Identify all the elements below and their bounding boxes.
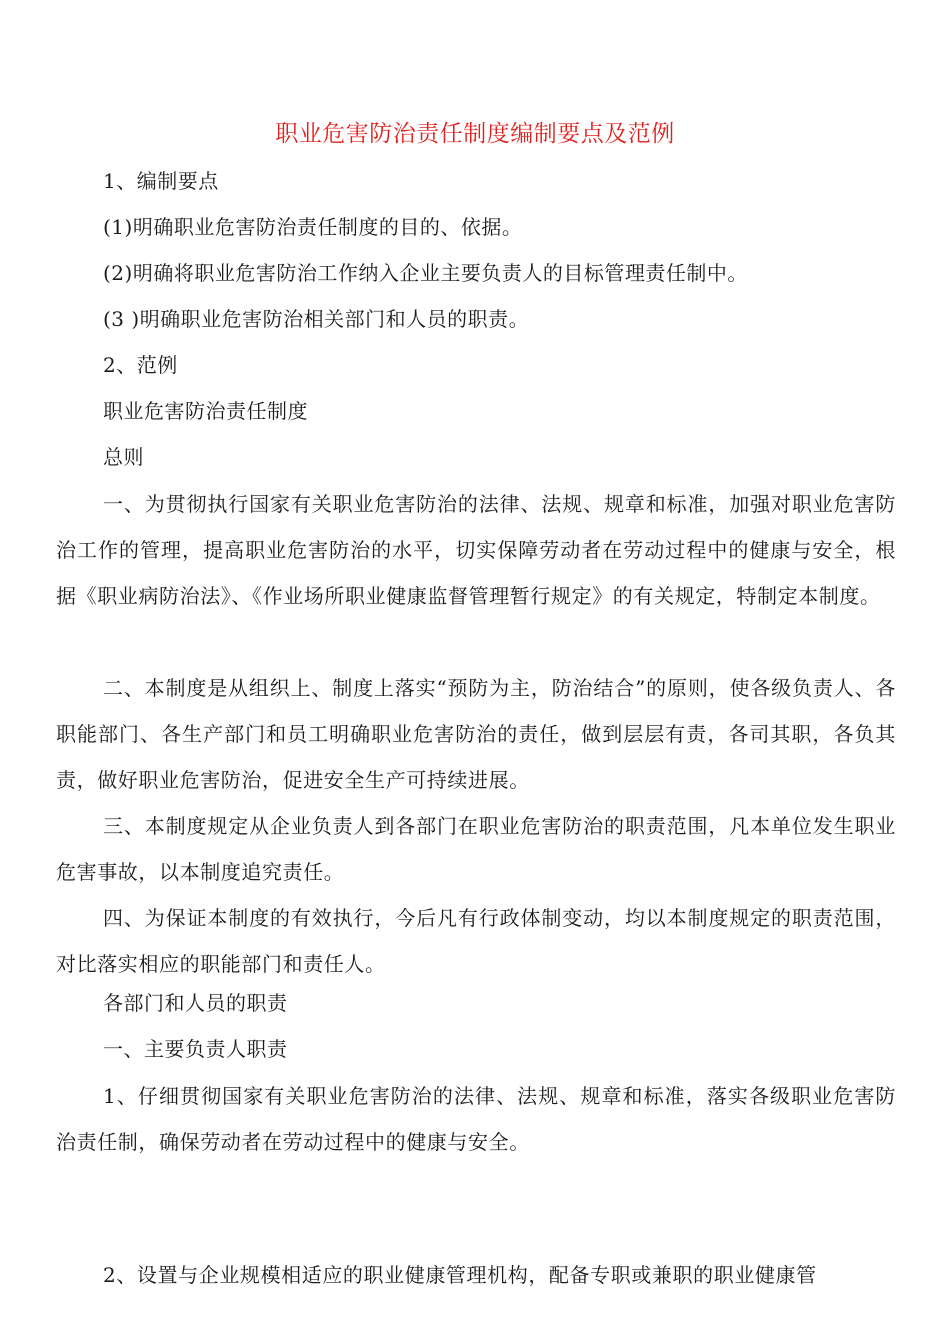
list-item-2: (2)明确将职业危害防治工作纳入企业主要负责人的目标管理责任制中。 bbox=[103, 261, 748, 285]
paragraph-duty-2: 2、设置与企业规模相适应的职业健康管理机构，配备专职或兼职的职业健康管 bbox=[103, 1263, 817, 1287]
section-heading-1: 1、编制要点 bbox=[103, 169, 219, 193]
paragraph-duty-1: 1、仔细贯彻国家有关职业危害防治的法律、法规、规章和标准，落实各级职业危害防治责任制，确保劳动者在劳动过程中的健康与安全。 bbox=[56, 1084, 896, 1154]
paragraph-article-2: 二、本制度是从组织上、制度上落实“预防为主，防治结合”的原则，使各级负责人、各职能部门、各生产部门和员工明确职业危害防治的责任，做到层层有责，各司其职，各负其责，做好职业危害防治，促进安全生产可持续进展。 bbox=[56, 676, 896, 792]
duty-heading-1: 一、主要负责人职责 bbox=[103, 1037, 288, 1061]
section-heading-2: 2、范例 bbox=[103, 353, 178, 377]
general-heading: 总则 bbox=[103, 445, 144, 469]
paragraph-article-1: 一、为贯彻执行国家有关职业危害防治的法律、法规、规章和标准，加强对职业危害防治工作的管理，提高职业危害防治的水平，切实保障劳动者在劳动过程中的健康与安全，根据《职业病防治法》、《作业场所职业健康监督管理暂行规定》的有关规定，特制定本制度。 bbox=[56, 492, 896, 608]
document-title: 职业危害防治责任制度编制要点及范例 bbox=[275, 121, 675, 147]
duties-heading: 各部门和人员的职责 bbox=[103, 991, 288, 1015]
list-item-1: (1)明确职业危害防治责任制度的目的、依据。 bbox=[103, 215, 523, 239]
paragraph-article-3: 三、本制度规定从企业负责人到各部门在职业危害防治的职责范围，凡本单位发生职业危害事故，以本制度追究责任。 bbox=[56, 814, 896, 884]
example-document-name: 职业危害防治责任制度 bbox=[103, 399, 308, 423]
list-item-3: (3 )明确职业危害防治相关部门和人员的职责。 bbox=[103, 307, 530, 331]
paragraph-article-4: 四、为保证本制度的有效执行，今后凡有行政体制变动，均以本制度规定的职责范围，对比落实相应的职能部门和责任人。 bbox=[56, 906, 896, 976]
